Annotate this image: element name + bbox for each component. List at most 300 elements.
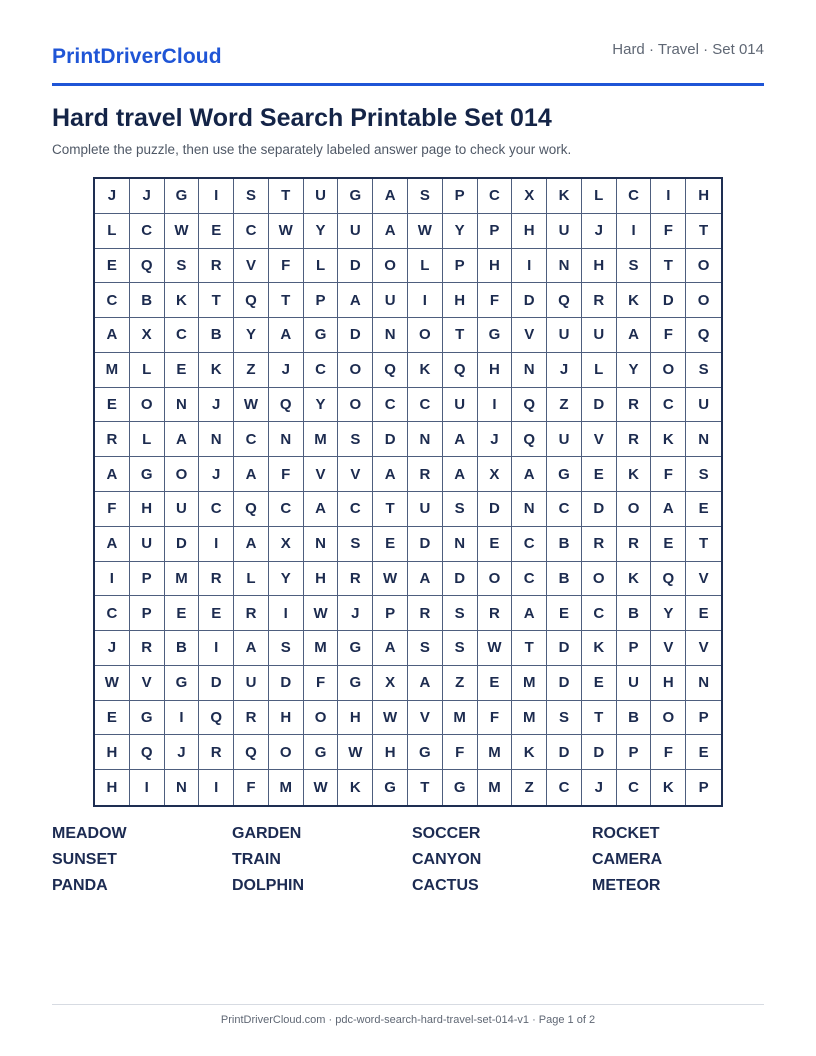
grid-cell: G (443, 770, 478, 805)
grid-cell: C (547, 492, 582, 527)
grid-cell: L (408, 249, 443, 284)
grid-cell: O (130, 388, 165, 423)
grid-cell: R (199, 735, 234, 770)
grid-cell: H (582, 249, 617, 284)
grid-cell: B (547, 527, 582, 562)
grid-cell: F (234, 770, 269, 805)
grid-cell: A (373, 179, 408, 214)
grid-cell: U (304, 179, 339, 214)
grid-cell: T (686, 214, 721, 249)
grid-cell: S (269, 631, 304, 666)
grid-cell: T (373, 492, 408, 527)
grid-cell: C (234, 214, 269, 249)
grid-cell: Q (547, 283, 582, 318)
word-list-item: CACTUS (412, 877, 479, 894)
grid-cell: E (478, 666, 513, 701)
grid-cell: O (582, 562, 617, 597)
grid-cell: W (269, 214, 304, 249)
grid-cell: Q (234, 492, 269, 527)
grid-cell: W (478, 631, 513, 666)
grid-cell: H (651, 666, 686, 701)
grid-cell: M (443, 701, 478, 736)
grid-cell: D (269, 666, 304, 701)
grid-cell: J (338, 596, 373, 631)
grid-cell: R (95, 422, 130, 457)
grid-cell: I (95, 562, 130, 597)
grid-cell: K (547, 179, 582, 214)
grid-cell: I (199, 179, 234, 214)
grid-cell: W (304, 596, 339, 631)
grid-cell: D (512, 283, 547, 318)
grid-cell: N (443, 527, 478, 562)
grid-cell: D (199, 666, 234, 701)
grid-cell: H (130, 492, 165, 527)
grid-cell: V (234, 249, 269, 284)
grid-cell: P (130, 562, 165, 597)
grid-cell: P (698, 779, 709, 797)
grid-cell: I (165, 701, 200, 736)
page-subtitle: Complete the puzzle, then use the separately labeled answer page to check your work. (52, 142, 572, 157)
grid-cell: D (408, 527, 443, 562)
grid-cell: A (95, 457, 130, 492)
word-list-item: CANYON (412, 851, 482, 868)
grid-cell: P (304, 283, 339, 318)
grid-cell: Z (443, 666, 478, 701)
grid-cell: D (165, 527, 200, 562)
grid-cell: J (269, 353, 304, 388)
grid-cell: Y (651, 596, 686, 631)
grid-cell: Z (547, 388, 582, 423)
grid-cell: R (234, 596, 269, 631)
grid-cell: W (165, 214, 200, 249)
grid-cell: E (686, 492, 721, 527)
grid-cell: L (130, 353, 165, 388)
grid-cell: D (547, 631, 582, 666)
grid-cell: N (512, 492, 547, 527)
grid-cell: S (547, 701, 582, 736)
word-list-item: METEOR (592, 877, 661, 894)
grid-cell: A (443, 422, 478, 457)
grid-cell: E (582, 666, 617, 701)
word-list-item: PANDA (52, 877, 108, 894)
grid-cell: T (582, 701, 617, 736)
grid-cell: U (686, 388, 721, 423)
grid-cell: R (234, 701, 269, 736)
grid-cell: T (269, 283, 304, 318)
grid-cell: M (304, 422, 339, 457)
grid-cell: K (408, 353, 443, 388)
grid-cell: S (686, 457, 721, 492)
grid-cell: I (130, 770, 165, 805)
page-footer: PrintDriverCloud.com · pdc-word-search-hard-travel-set-014-v1 · Page 1 of 2 (220, 1014, 596, 1026)
grid-cell: M (95, 353, 130, 388)
grid-cell: A (95, 318, 130, 353)
grid-cell: S (338, 422, 373, 457)
grid-cell: O (165, 457, 200, 492)
grid-cell: E (165, 596, 200, 631)
grid-cell: C (95, 283, 130, 318)
word-list-item: TRAIN (232, 851, 281, 868)
grid-cell: C (512, 562, 547, 597)
grid-cell: V (338, 457, 373, 492)
grid-cell: P (373, 596, 408, 631)
grid-cell: T (651, 249, 686, 284)
puzzle-meta: Hard · Travel · Set 014 (612, 41, 764, 58)
grid-cell: N (547, 249, 582, 284)
grid-cell: G (408, 735, 443, 770)
grid-cell: K (199, 353, 234, 388)
grid-cell: N (269, 422, 304, 457)
grid-cell: N (512, 353, 547, 388)
grid-cell: U (338, 214, 373, 249)
grid-cell: Z (512, 770, 547, 805)
grid-cell: K (651, 422, 686, 457)
grid-cell: W (95, 666, 130, 701)
grid-cell: Q (512, 422, 547, 457)
grid-cell: Q (373, 353, 408, 388)
grid-cell: C (547, 770, 582, 805)
grid-cell: F (478, 283, 513, 318)
grid-cell: R (130, 631, 165, 666)
grid-cell: A (617, 318, 652, 353)
grid-cell: O (686, 249, 721, 284)
grid-cell: V (686, 562, 721, 597)
grid-cell: D (373, 422, 408, 457)
grid-cell: V (582, 422, 617, 457)
grid-cell: C (373, 388, 408, 423)
grid-cell: E (95, 701, 130, 736)
grid-cell: J (582, 770, 617, 805)
grid-cell: Y (269, 562, 304, 597)
grid-cell: K (338, 770, 373, 805)
grid-cell: N (165, 388, 200, 423)
grid-cell: S (408, 179, 443, 214)
grid-cell: H (478, 353, 513, 388)
grid-cell: W (373, 562, 408, 597)
grid-cell: J (95, 179, 130, 214)
grid-cell: I (269, 596, 304, 631)
grid-cell: B (199, 318, 234, 353)
grid-cell: Q (234, 283, 269, 318)
grid-cell: A (512, 457, 547, 492)
grid-cell: Q (199, 701, 234, 736)
grid-cell: B (617, 596, 652, 631)
grid-cell: Y (304, 388, 339, 423)
grid-cell: B (547, 562, 582, 597)
grid-cell: D (547, 735, 582, 770)
brand-logo[interactable]: PrintDriverCloud (52, 45, 222, 68)
grid-cell: V (130, 666, 165, 701)
grid-cell: R (338, 562, 373, 597)
grid-cell: Y (304, 214, 339, 249)
grid-cell: G (165, 666, 200, 701)
grid-cell: M (165, 562, 200, 597)
grid-cell: N (165, 770, 200, 805)
grid-cell: Y (443, 214, 478, 249)
grid-cell: A (269, 318, 304, 353)
grid-cell: G (478, 318, 513, 353)
grid-cell: N (304, 527, 339, 562)
grid-cell: O (269, 735, 304, 770)
grid-cell: C (651, 388, 686, 423)
grid-cell: A (234, 527, 269, 562)
grid-cell: Q (443, 353, 478, 388)
grid-cell: C (478, 179, 513, 214)
grid-cell: H (512, 214, 547, 249)
grid-cell: E (686, 596, 721, 631)
grid-cell: W (338, 735, 373, 770)
grid-cell: W (234, 388, 269, 423)
grid-cell: N (199, 422, 234, 457)
grid-cell: G (304, 318, 339, 353)
grid-cell: R (408, 457, 443, 492)
grid-cell: D (547, 666, 582, 701)
grid-cell: X (130, 318, 165, 353)
grid-cell: C (234, 422, 269, 457)
grid-cell: E (199, 596, 234, 631)
grid-cell: K (165, 283, 200, 318)
word-list-item: ROCKET (592, 825, 660, 842)
grid-cell: H (95, 770, 130, 805)
grid-cell: X (478, 457, 513, 492)
grid-cell: B (130, 283, 165, 318)
grid-cell: O (478, 562, 513, 597)
grid-cell: R (408, 596, 443, 631)
grid-cell: I (199, 527, 234, 562)
grid-cell: O (617, 492, 652, 527)
grid-cell: E (95, 388, 130, 423)
grid-cell: G (338, 631, 373, 666)
grid-cell: F (443, 735, 478, 770)
grid-cell: R (617, 527, 652, 562)
grid-cell: M (478, 770, 513, 805)
grid-cell: S (443, 596, 478, 631)
grid-cell: G (547, 457, 582, 492)
grid-cell: E (95, 249, 130, 284)
grid-cell: H (304, 562, 339, 597)
grid-cell: L (304, 249, 339, 284)
grid-cell: C (582, 596, 617, 631)
grid-cell: J (95, 631, 130, 666)
grid-cell: U (130, 527, 165, 562)
grid-cell: O (304, 701, 339, 736)
grid-cell: F (269, 457, 304, 492)
grid-cell: J (478, 422, 513, 457)
grid-cell: L (582, 353, 617, 388)
grid-cell: R (199, 249, 234, 284)
grid-cell: C (617, 179, 652, 214)
grid-cell: K (582, 631, 617, 666)
grid-cell: M (269, 770, 304, 805)
grid-cell: C (130, 214, 165, 249)
grid-cell: U (547, 422, 582, 457)
grid-cell: O (338, 388, 373, 423)
page-header (52, 38, 764, 86)
grid-cell: I (651, 179, 686, 214)
grid-cell: K (512, 735, 547, 770)
grid-cell: H (373, 735, 408, 770)
footer-divider (52, 1004, 764, 1005)
grid-cell: Q (269, 388, 304, 423)
grid-cell: M (304, 631, 339, 666)
grid-cell: R (478, 596, 513, 631)
grid-cell: N (373, 318, 408, 353)
grid-cell: A (373, 457, 408, 492)
grid-cell: A (408, 562, 443, 597)
grid-cell: J (199, 388, 234, 423)
grid-cell: R (617, 388, 652, 423)
grid-cell: U (234, 666, 269, 701)
grid-cell: V (512, 318, 547, 353)
grid-cell: M (512, 701, 547, 736)
grid-cell: O (338, 353, 373, 388)
grid-cell: C (338, 492, 373, 527)
grid-cell: U (582, 318, 617, 353)
grid-cell: Q (686, 318, 721, 353)
grid-cell: W (304, 770, 339, 805)
grid-cell: D (582, 492, 617, 527)
grid-cell: U (408, 492, 443, 527)
grid-cell: L (582, 179, 617, 214)
grid-cell: O (651, 353, 686, 388)
grid-cell: X (512, 179, 547, 214)
grid-cell: V (408, 701, 443, 736)
word-list-item: MEADOW (52, 825, 127, 842)
header-divider (52, 83, 764, 86)
grid-cell: F (478, 701, 513, 736)
grid-cell: K (617, 457, 652, 492)
grid-cell: S (617, 249, 652, 284)
grid-cell: X (269, 527, 304, 562)
grid-cell: G (373, 770, 408, 805)
grid-cell: G (338, 179, 373, 214)
grid-cell: H (338, 701, 373, 736)
grid-cell: O (373, 249, 408, 284)
grid-cell: R (582, 527, 617, 562)
grid-cell: E (478, 527, 513, 562)
grid-cell: S (165, 249, 200, 284)
word-list-item: GARDEN (232, 825, 302, 842)
grid-cell: S (443, 492, 478, 527)
grid-cell: M (512, 666, 547, 701)
grid-cell: C (304, 353, 339, 388)
grid-cell: A (234, 631, 269, 666)
grid-cell: D (582, 735, 617, 770)
grid-cell: H (443, 283, 478, 318)
grid-cell: Y (617, 353, 652, 388)
grid-cell: Q (130, 735, 165, 770)
grid-cell: D (582, 388, 617, 423)
grid-cell: S (443, 631, 478, 666)
grid-cell: S (686, 353, 721, 388)
grid-cell: D (478, 492, 513, 527)
grid-cell: Q (651, 562, 686, 597)
grid-cell: G (130, 457, 165, 492)
grid-cell: O (651, 701, 686, 736)
grid-cell: T (199, 283, 234, 318)
grid-cell: J (582, 214, 617, 249)
grid-cell: H (478, 249, 513, 284)
grid-cell: D (338, 249, 373, 284)
word-list (52, 825, 764, 903)
grid-cell: A (512, 596, 547, 631)
grid-cell: D (651, 283, 686, 318)
grid-cell: W (373, 701, 408, 736)
grid-cell: U (547, 214, 582, 249)
grid-cell: P (130, 596, 165, 631)
grid-cell: T (443, 318, 478, 353)
grid-cell: C (199, 492, 234, 527)
grid-cell: F (269, 249, 304, 284)
grid-cell: C (408, 388, 443, 423)
grid-cell: S (338, 527, 373, 562)
grid-cell: K (617, 283, 652, 318)
grid-cell: J (130, 179, 165, 214)
grid-cell: P (686, 701, 721, 736)
grid-cell: A (651, 492, 686, 527)
word-list-item: SUNSET (52, 851, 117, 868)
grid-cell: A (95, 527, 130, 562)
grid-cell: K (651, 770, 686, 805)
grid-cell: G (130, 701, 165, 736)
grid-cell: P (443, 179, 478, 214)
grid-cell: N (408, 422, 443, 457)
grid-cell: R (617, 422, 652, 457)
word-search-grid (93, 177, 723, 807)
grid-cell: Y (234, 318, 269, 353)
grid-cell: T (269, 179, 304, 214)
grid-cell: R (582, 283, 617, 318)
grid-cell: A (373, 214, 408, 249)
grid-cell: O (686, 283, 721, 318)
grid-cell: U (443, 388, 478, 423)
grid-cell: S (408, 631, 443, 666)
grid-cell: N (686, 666, 721, 701)
grid-cell: E (199, 214, 234, 249)
grid-cell: W (408, 214, 443, 249)
grid-cell: F (95, 492, 130, 527)
grid-cell: Q (512, 388, 547, 423)
grid-cell: G (304, 735, 339, 770)
grid-cell: P (443, 249, 478, 284)
grid-cell: R (199, 562, 234, 597)
grid-cell: T (512, 631, 547, 666)
grid-cell: H (95, 735, 130, 770)
grid-cell: E (686, 735, 721, 770)
grid-cell: J (199, 457, 234, 492)
grid-cell: A (338, 283, 373, 318)
page-title: Hard travel Word Search Printable Set 014 (52, 104, 552, 132)
grid-cell: H (686, 179, 721, 214)
word-list-item: CAMERA (592, 851, 663, 868)
grid-cell: P (617, 735, 652, 770)
grid-cell: F (651, 457, 686, 492)
grid-cell: C (512, 527, 547, 562)
grid-cell: A (408, 666, 443, 701)
grid-cell: V (686, 631, 721, 666)
grid-cell: I (199, 770, 234, 805)
grid-cell: A (304, 492, 339, 527)
grid-cell: D (443, 562, 478, 597)
grid-cell: D (338, 318, 373, 353)
grid-cell: F (651, 735, 686, 770)
grid-cell: Z (234, 353, 269, 388)
grid-cell: P (617, 631, 652, 666)
grid-cell: B (165, 631, 200, 666)
grid-cell: V (651, 631, 686, 666)
grid-cell: M (478, 735, 513, 770)
grid-cell: V (304, 457, 339, 492)
